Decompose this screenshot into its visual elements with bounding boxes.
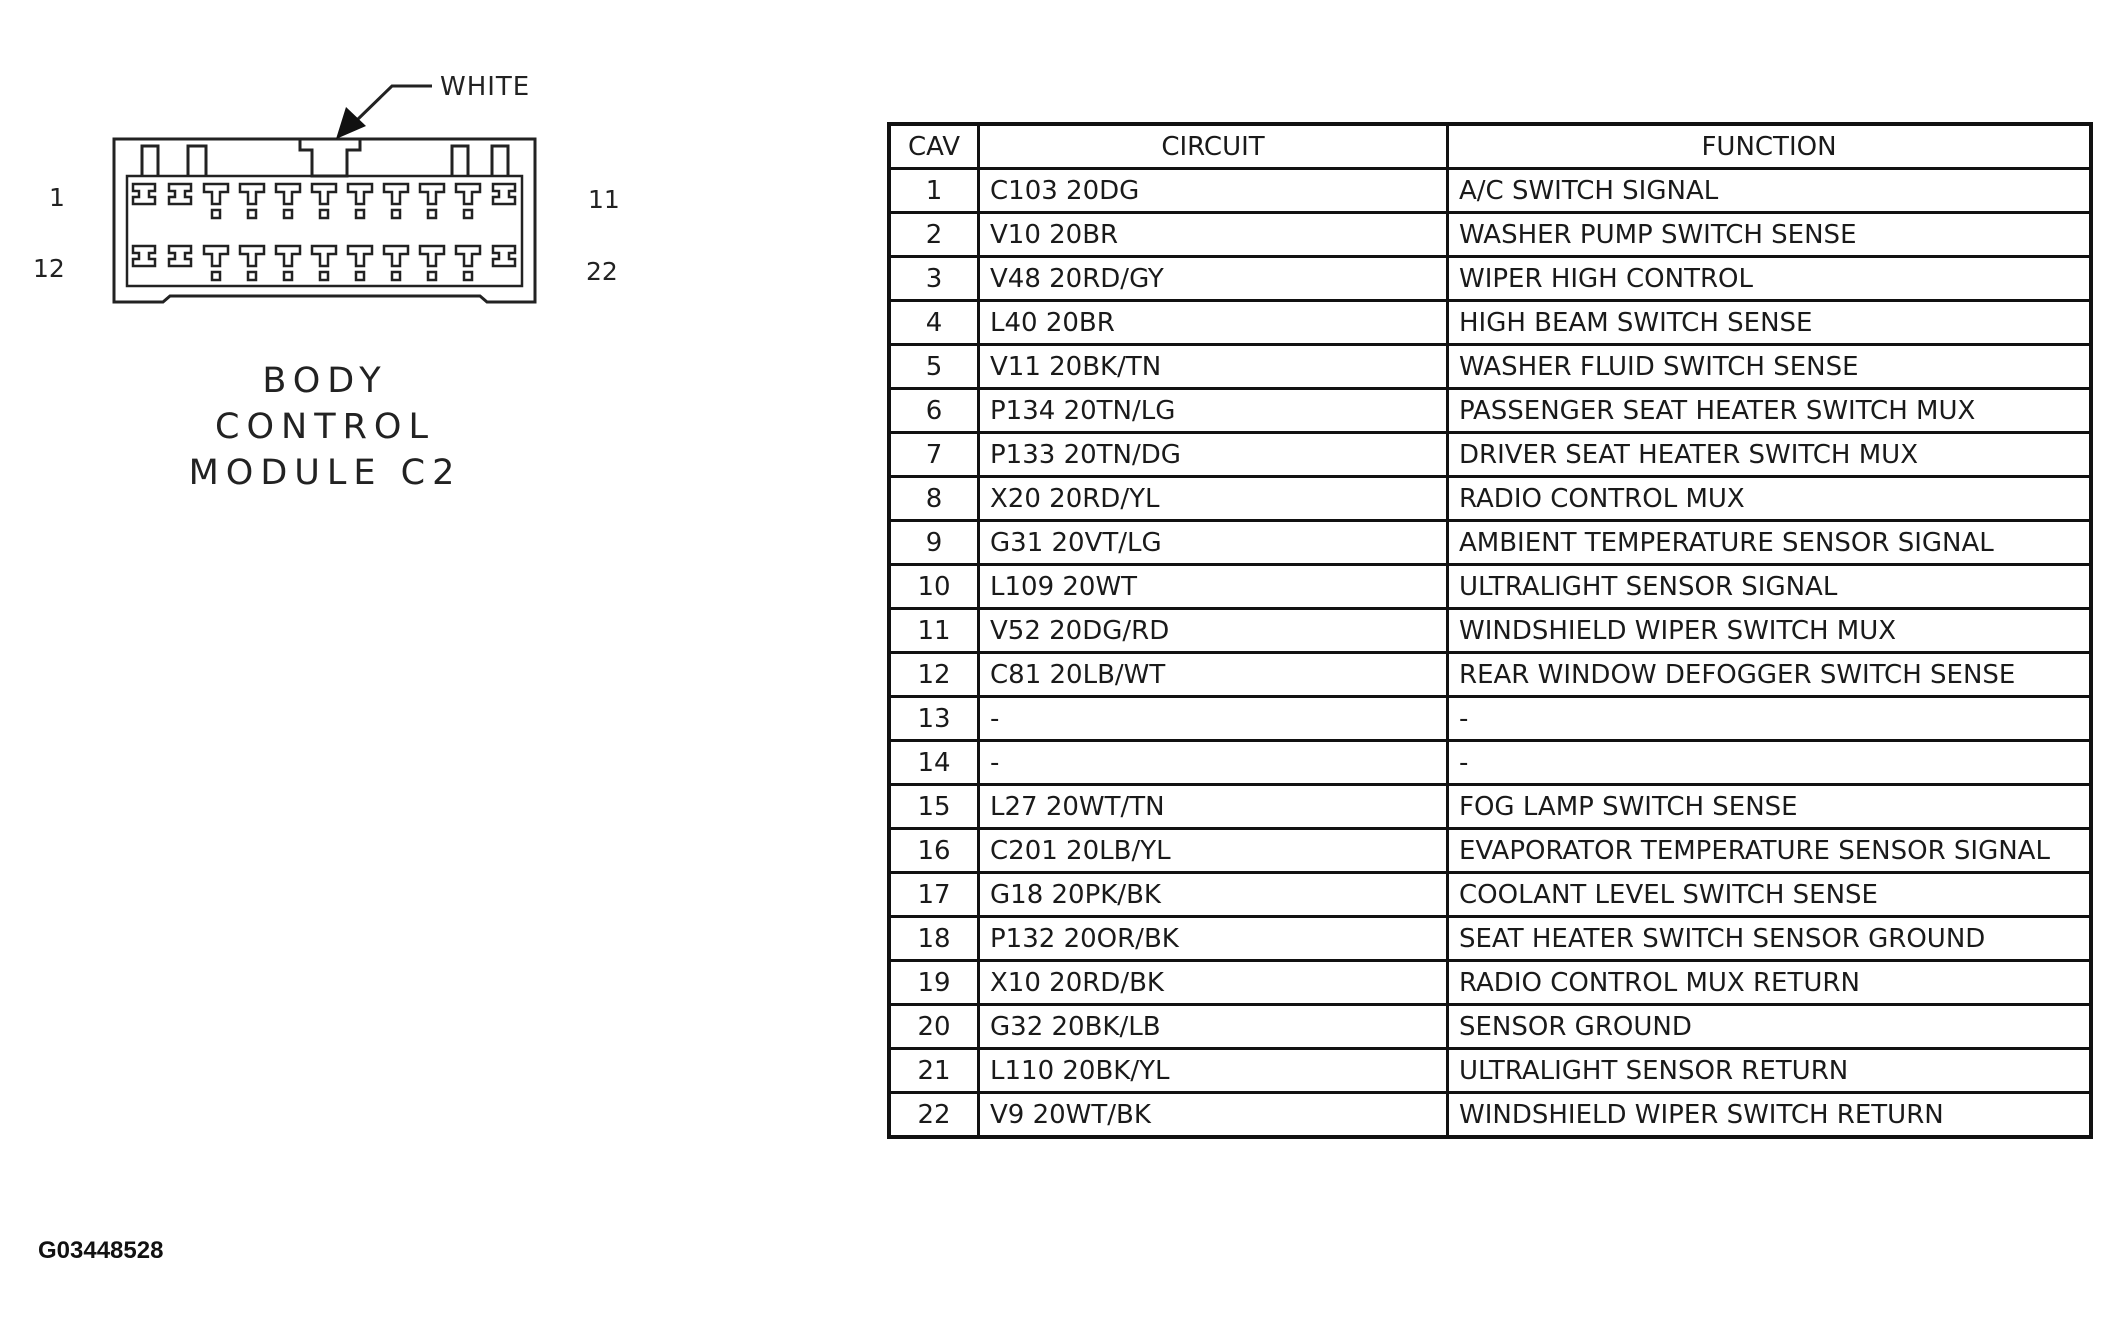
pin-label-11: 11 bbox=[588, 185, 620, 214]
pinout-table bbox=[887, 122, 2093, 1139]
circuit-cell: V48 20RD/GY bbox=[979, 257, 1448, 301]
module-title-line-2: CONTROL bbox=[215, 407, 435, 447]
table-row bbox=[889, 609, 2091, 653]
header-circuit: CIRCUIT bbox=[979, 124, 1448, 169]
table-row bbox=[889, 257, 2091, 301]
pin-label-1: 1 bbox=[49, 183, 65, 212]
white-label-leader bbox=[355, 86, 432, 122]
pin-cavity bbox=[456, 246, 480, 266]
table-row bbox=[889, 345, 2091, 389]
circuit-cell: L40 20BR bbox=[979, 301, 1448, 345]
circuit-cell: C103 20DG bbox=[979, 169, 1448, 213]
table-row bbox=[889, 433, 2091, 477]
pin-label-22: 22 bbox=[586, 257, 618, 286]
function-cell: SENSOR GROUND bbox=[1448, 1005, 2092, 1049]
white-label-arrowhead bbox=[336, 107, 366, 139]
pin-cavity bbox=[276, 246, 300, 266]
connector-color-label: WHITE bbox=[440, 72, 531, 102]
circuit-cell: V52 20DG/RD bbox=[979, 609, 1448, 653]
function-cell: WASHER PUMP SWITCH SENSE bbox=[1448, 213, 2092, 257]
cav-cell: 20 bbox=[889, 1005, 979, 1049]
pin-cavity bbox=[420, 246, 444, 266]
cav-cell: 9 bbox=[889, 521, 979, 565]
table-row bbox=[889, 301, 2091, 345]
circuit-cell: L27 20WT/TN bbox=[979, 785, 1448, 829]
circuit-cell: P133 20TN/DG bbox=[979, 433, 1448, 477]
pin-cavity bbox=[204, 246, 228, 266]
function-cell: WINDSHIELD WIPER SWITCH MUX bbox=[1448, 609, 2092, 653]
cav-cell: 10 bbox=[889, 565, 979, 609]
pin-cavity bbox=[312, 246, 336, 266]
table-row bbox=[889, 565, 2091, 609]
table-row bbox=[889, 1093, 2091, 1138]
pin-terminal bbox=[212, 210, 220, 218]
cav-cell: 2 bbox=[889, 213, 979, 257]
pin-terminal bbox=[320, 210, 328, 218]
pin-cavity bbox=[204, 184, 228, 204]
table-row bbox=[889, 477, 2091, 521]
function-cell: ULTRALIGHT SENSOR RETURN bbox=[1448, 1049, 2092, 1093]
cav-cell: 21 bbox=[889, 1049, 979, 1093]
function-cell: AMBIENT TEMPERATURE SENSOR SIGNAL bbox=[1448, 521, 2092, 565]
pin-terminal bbox=[392, 210, 400, 218]
circuit-cell: G18 20PK/BK bbox=[979, 873, 1448, 917]
function-cell: - bbox=[1448, 697, 2092, 741]
cav-cell: 13 bbox=[889, 697, 979, 741]
cav-cell: 1 bbox=[889, 169, 979, 213]
pin-terminal bbox=[428, 272, 436, 280]
function-cell: RADIO CONTROL MUX RETURN bbox=[1448, 961, 2092, 1005]
pin-terminal bbox=[248, 272, 256, 280]
function-cell: REAR WINDOW DEFOGGER SWITCH SENSE bbox=[1448, 653, 2092, 697]
circuit-cell: C81 20LB/WT bbox=[979, 653, 1448, 697]
cav-cell: 6 bbox=[889, 389, 979, 433]
table-row bbox=[889, 917, 2091, 961]
function-cell: RADIO CONTROL MUX bbox=[1448, 477, 2092, 521]
pin-terminal bbox=[464, 272, 472, 280]
figure-id: G03448528 bbox=[38, 1237, 164, 1264]
pin-terminal bbox=[356, 210, 364, 218]
table-row bbox=[889, 521, 2091, 565]
circuit-cell: X10 20RD/BK bbox=[979, 961, 1448, 1005]
pin-cavity bbox=[348, 246, 372, 266]
function-cell: WINDSHIELD WIPER SWITCH RETURN bbox=[1448, 1093, 2092, 1138]
function-cell: - bbox=[1448, 741, 2092, 785]
table-row bbox=[889, 785, 2091, 829]
function-cell: A/C SWITCH SIGNAL bbox=[1448, 169, 2092, 213]
circuit-cell: L110 20BK/YL bbox=[979, 1049, 1448, 1093]
pin-terminal bbox=[356, 272, 364, 280]
pin-cavity bbox=[456, 184, 480, 204]
pin-terminal bbox=[320, 272, 328, 280]
circuit-cell: V10 20BR bbox=[979, 213, 1448, 257]
table-row bbox=[889, 873, 2091, 917]
function-cell: COOLANT LEVEL SWITCH SENSE bbox=[1448, 873, 2092, 917]
header-cav: CAV bbox=[889, 124, 979, 169]
pin-cavity bbox=[133, 184, 155, 204]
table-row bbox=[889, 169, 2091, 213]
table-row bbox=[889, 653, 2091, 697]
pin-cavity bbox=[276, 184, 300, 204]
pin-terminal bbox=[392, 272, 400, 280]
function-cell: WIPER HIGH CONTROL bbox=[1448, 257, 2092, 301]
pins-row-1 bbox=[133, 184, 515, 218]
pin-cavity bbox=[169, 184, 191, 204]
cav-cell: 8 bbox=[889, 477, 979, 521]
pin-cavity bbox=[384, 246, 408, 266]
table-header-row bbox=[889, 124, 2091, 169]
circuit-cell: G32 20BK/LB bbox=[979, 1005, 1448, 1049]
pin-cavity bbox=[348, 184, 372, 204]
pin-cavity bbox=[169, 246, 191, 266]
circuit-cell: G31 20VT/LG bbox=[979, 521, 1448, 565]
cav-cell: 19 bbox=[889, 961, 979, 1005]
connector-top-tabs bbox=[142, 139, 508, 176]
table-row bbox=[889, 741, 2091, 785]
pin-cavity bbox=[493, 246, 515, 266]
cav-cell: 4 bbox=[889, 301, 979, 345]
pin-terminal bbox=[248, 210, 256, 218]
cav-cell: 14 bbox=[889, 741, 979, 785]
cav-cell: 5 bbox=[889, 345, 979, 389]
cav-cell: 22 bbox=[889, 1093, 979, 1138]
table-row bbox=[889, 697, 2091, 741]
pin-terminal bbox=[212, 272, 220, 280]
circuit-cell: X20 20RD/YL bbox=[979, 477, 1448, 521]
pin-cavity bbox=[133, 246, 155, 266]
module-title-line-3: MODULE C2 bbox=[188, 453, 462, 493]
cav-cell: 18 bbox=[889, 917, 979, 961]
cav-cell: 15 bbox=[889, 785, 979, 829]
function-cell: PASSENGER SEAT HEATER SWITCH MUX bbox=[1448, 389, 2092, 433]
cav-cell: 11 bbox=[889, 609, 979, 653]
pin-cavity bbox=[240, 246, 264, 266]
pinout-table-body bbox=[889, 169, 2091, 1138]
pin-cavity bbox=[312, 184, 336, 204]
header-function: FUNCTION bbox=[1448, 124, 2092, 169]
circuit-cell: L109 20WT bbox=[979, 565, 1448, 609]
table-row bbox=[889, 1005, 2091, 1049]
circuit-cell: P132 20OR/BK bbox=[979, 917, 1448, 961]
cav-cell: 12 bbox=[889, 653, 979, 697]
table-row bbox=[889, 829, 2091, 873]
pins-row-2 bbox=[133, 246, 515, 280]
function-cell: DRIVER SEAT HEATER SWITCH MUX bbox=[1448, 433, 2092, 477]
function-cell: EVAPORATOR TEMPERATURE SENSOR SIGNAL bbox=[1448, 829, 2092, 873]
table-row bbox=[889, 389, 2091, 433]
connector-diagram bbox=[0, 0, 620, 330]
table-row bbox=[889, 1049, 2091, 1093]
pin-cavity bbox=[420, 184, 444, 204]
cav-cell: 17 bbox=[889, 873, 979, 917]
pin-terminal bbox=[464, 210, 472, 218]
table-row bbox=[889, 961, 2091, 1005]
pin-terminal bbox=[284, 210, 292, 218]
circuit-cell: - bbox=[979, 741, 1448, 785]
circuit-cell: - bbox=[979, 697, 1448, 741]
pin-label-12: 12 bbox=[33, 254, 65, 283]
function-cell: SEAT HEATER SWITCH SENSOR GROUND bbox=[1448, 917, 2092, 961]
function-cell: FOG LAMP SWITCH SENSE bbox=[1448, 785, 2092, 829]
pin-cavity bbox=[493, 184, 515, 204]
cav-cell: 7 bbox=[889, 433, 979, 477]
pin-terminal bbox=[428, 210, 436, 218]
circuit-cell: P134 20TN/LG bbox=[979, 389, 1448, 433]
circuit-cell: V9 20WT/BK bbox=[979, 1093, 1448, 1138]
pin-terminal bbox=[284, 272, 292, 280]
function-cell: HIGH BEAM SWITCH SENSE bbox=[1448, 301, 2092, 345]
function-cell: WASHER FLUID SWITCH SENSE bbox=[1448, 345, 2092, 389]
circuit-cell: V11 20BK/TN bbox=[979, 345, 1448, 389]
module-title bbox=[150, 358, 500, 496]
pin-cavity bbox=[384, 184, 408, 204]
table-row bbox=[889, 213, 2091, 257]
cav-cell: 16 bbox=[889, 829, 979, 873]
circuit-cell: C201 20LB/YL bbox=[979, 829, 1448, 873]
module-title-line-1: BODY bbox=[262, 361, 388, 401]
function-cell: ULTRALIGHT SENSOR SIGNAL bbox=[1448, 565, 2092, 609]
pin-cavity bbox=[240, 184, 264, 204]
cav-cell: 3 bbox=[889, 257, 979, 301]
